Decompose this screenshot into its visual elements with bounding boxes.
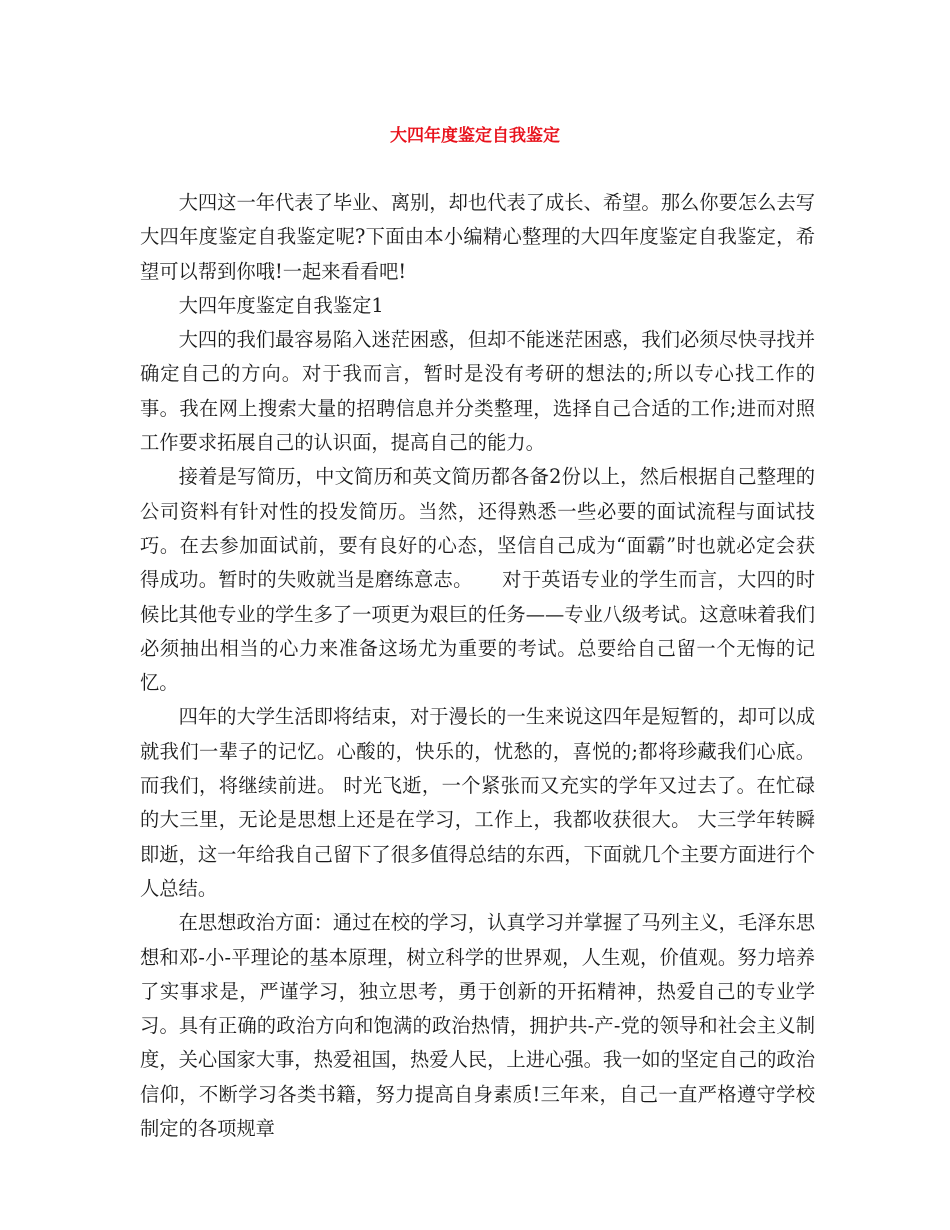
intro-paragraph: 大四这一年代表了毕业、离别，却也代表了成长、希望。那么你要怎么去写大四年度鉴定自我鉴定呢?下面由本小编精心整理的大四年度鉴定自我鉴定，希望可以帮到你哦!一起来看看吧! [140, 191, 815, 283]
section-heading: 大四年度鉴定自我鉴定1 [178, 293, 384, 317]
body-paragraph: 在思想政治方面：通过在校的学习，认真学习并掌握了马列主义，毛泽东思想和邓-小-平理论的基本原理，树立科学的世界观，人生观，价值观。努力培养了实事求是，严谨学习，独立思考，勇于创新的开拓精神，热爱自己的专业学习。具有正确的政治方向和饱满的政治热情，拥护共-产-党的领导和社会主义制度，关心国家大事，热爱祖国，热爱人民，上进心强。我一如的坚定自己的政治信仰，不断学习各类书籍，努力提高自身素质!三年来，自己一直严格遵守学校制定的各项规章 [140, 911, 815, 1141]
body-paragraph: 接着是写简历，中文简历和英文简历都各备2份以上，然后根据自己整理的公司资料有针对性的投发简历。当然，还得熟悉一些必要的面试流程与面试技巧。在去参加面试前，要有良好的心态，坚信自己成为“面霸”时也就必定会获得成功。暂时的失败就当是磨练意志。 对于英语专业的学生而言，大四的时候比其他专业的学生多了一项更为艰巨的任务——专业八级考试。这意味着我们必须抽出相当的心力来准备这场尤为重要的考试。总要给自己留一个无悔的记忆。 [140, 465, 815, 695]
document-title: 大四年度鉴定自我鉴定 [390, 126, 560, 146]
document-body [140, 186, 815, 1146]
body-paragraph: 四年的大学生活即将结束，对于漫长的一生来说这四年是短暂的，却可以成就我们一辈子的记忆。心酸的，快乐的，忧愁的，喜悦的;都将珍藏我们心底。而我们，将继续前进。 时光飞逝，一个紧张而又充实的学年又过去了。在忙碌的大三里，无论是思想上还是在学习，工作上，我都收获很大。 大三学年转瞬即逝，这一年给我自己留下了很多值得总结的东西，下面就几个主要方面进行个人总结。 [140, 705, 815, 900]
body-paragraph: 大四的我们最容易陷入迷茫困惑，但却不能迷茫困惑，我们必须尽快寻找并确定自己的方向。对于我而言，暂时是没有考研的想法的;所以专心找工作的事。我在网上搜索大量的招聘信息并分类整理，选择自己合适的工作;进而对照工作要求拓展自己的认识面，提高自己的能力。 [140, 328, 815, 455]
